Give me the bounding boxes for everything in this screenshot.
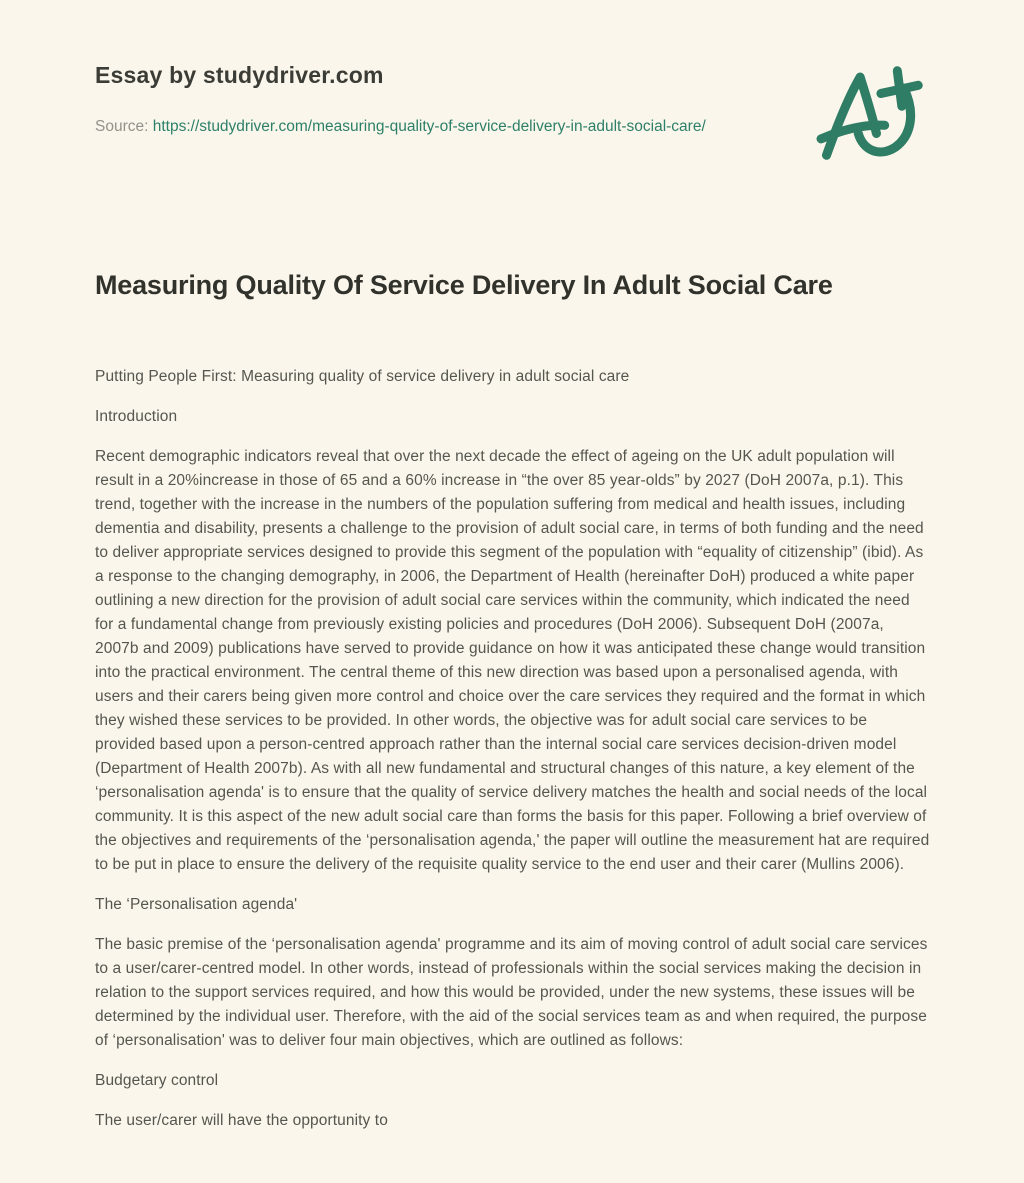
paragraph: Budgetary control [95,1072,219,1089]
source-line [95,113,706,140]
document-body [95,365,930,1133]
paragraph: Introduction [95,408,178,425]
document-title: Measuring Quality Of Service Delivery In Adult Social Care [95,270,833,300]
paragraph: Putting People First: Measuring quality of service delivery in adult social care [95,368,630,385]
header-text-block [95,62,706,140]
paragraph: The user/carer will have the opportunity to [95,1112,388,1129]
site-title: Essay by studydriver.com [95,62,384,88]
paragraph: The basic premise of the ‘personalisation agenda' programme and its aim of moving control of adult social care services to a user/carer-centred model. In other words, instead of professionals within the social services making the decision in relation to the support services required, and how this would be provided, under the new systems, these issues will be determined by the individual user. Therefore, with the aid of the social services team as and when required, the purpose of ‘personalisation' was to deliver four main objectives, which are outlined as follows: [95,936,928,1049]
source-label: Source: [95,118,153,135]
a-plus-logo-icon [812,58,930,178]
source-url-link[interactable]: https://studydriver.com/measuring-quality-of-service-delivery-in-adult-social-care/ [152,118,706,135]
header [95,62,930,178]
paragraph: Recent demographic indicators reveal that over the next decade the effect of ageing on the UK adult population will result in a 20%increase in those of 65 and a 60% increase in “the over 85 year-olds” by 2027 (DoH 2007a, p.1). This trend, together with the increase in the numbers of the population suffering from medical and health issues, including dementia and disability, presents a challenge to the provision of adult social care, in terms of both funding and the need to deliver appropriate services designed to provide this segment of the population with “equality of citizenship” (ibid). As a response to the changing demography, in 2006, the Department of Health (hereinafter DoH) produced a white paper outlining a new direction for the provision of adult social care services within the community, which indicated the need for a fundamental change from previously existing policies and procedures (DoH 2006). Subsequent DoH (2007a, 2007b and 2009) publications have served to provide guidance on how it was anticipated these change would transition into the practical environment. The central theme of this new direction was based upon a personalised agenda, with users and their carers being given more control and choice over the care services they required and the format in which they wished these services to be provided. In other words, the objective was for adult social care services to be provided based upon a person-centred approach rather than the internal social care services decision-driven model (Department of Health 2007b). As with all new fundamental and structural changes of this nature, a key element of the ‘personalisation agenda' is to ensure that the quality of service delivery matches the health and social needs of the local community. It is this aspect of the new adult social care than forms the basis for this paper. Following a brief overview of the objectives and requirements of the ‘personalisation agenda,' the paper will outline the measurement hat are required to be put in place to ensure the delivery of the requisite quality service to the end user and their carer (Mullins 2006). [95,448,930,873]
paragraph: The ‘Personalisation agenda' [95,896,298,913]
